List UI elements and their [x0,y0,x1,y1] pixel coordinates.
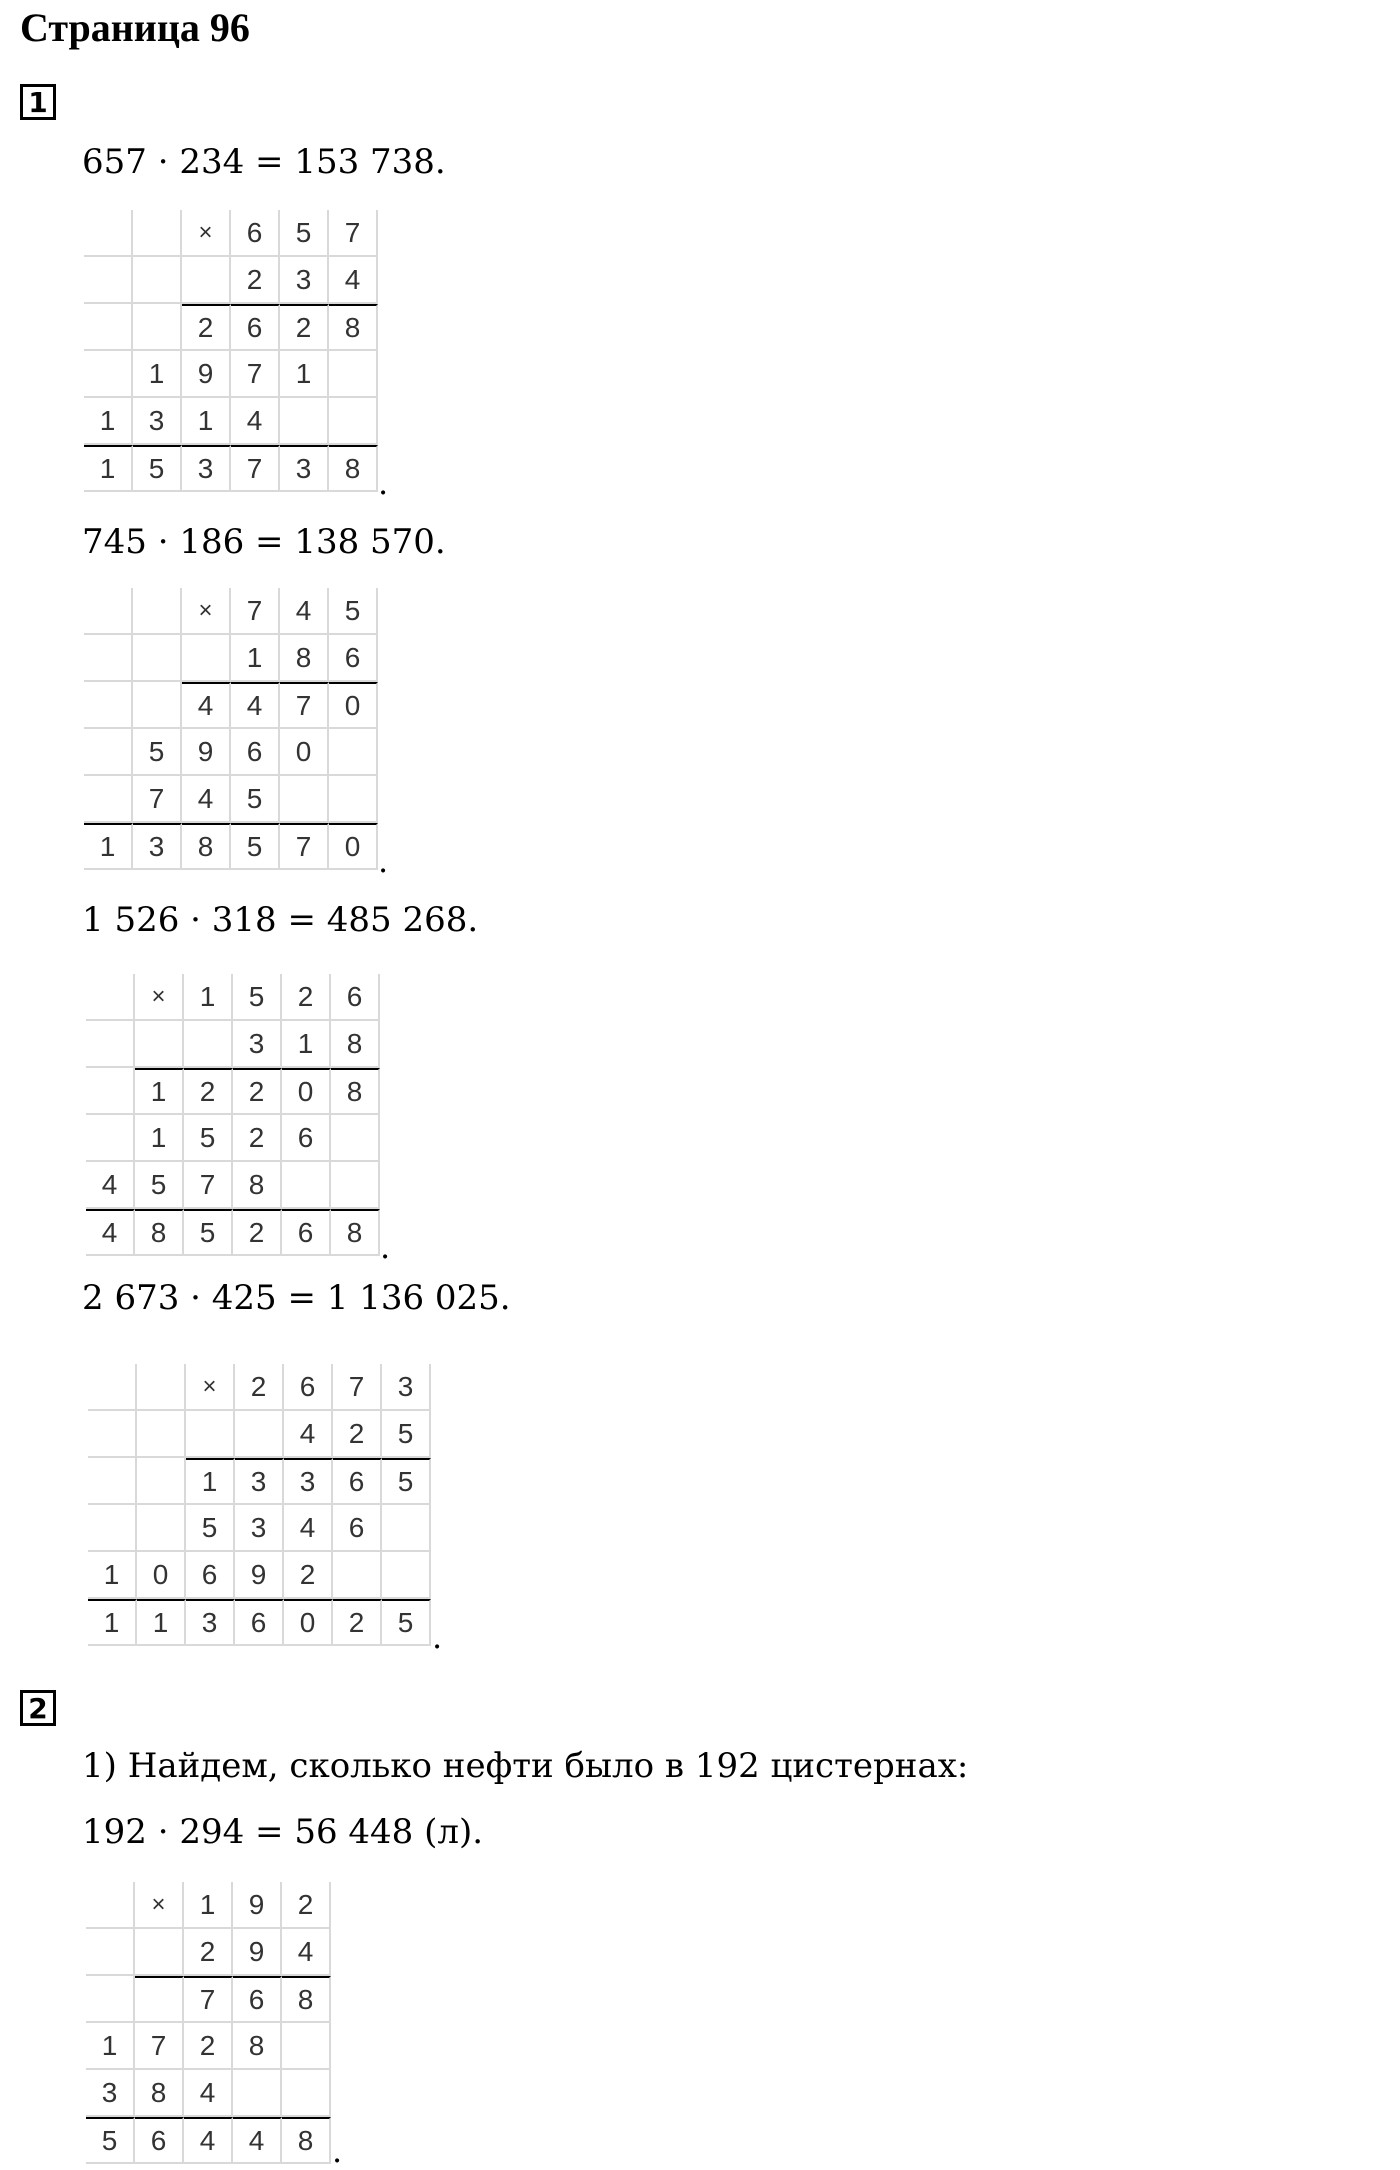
grid-digit [86,974,135,1021]
grid-digit: 2 [233,1068,282,1115]
grid-digit: 4 [184,2070,233,2117]
grid-digit: 2 [184,1929,233,1976]
grid-digit: 0 [282,1068,331,1115]
grid-digit: 8 [280,635,329,682]
grid-digit [382,1552,431,1599]
grid-digit: 8 [282,1976,331,2023]
grid-digit: 2 [231,257,280,304]
multiply-sign: × [186,1364,235,1411]
grid-digit: 4 [284,1505,333,1552]
grid-digit: 1 [88,1552,137,1599]
grid-digit: 8 [282,2117,331,2164]
grid-digit [280,398,329,445]
grid-digit: 2 [333,1411,382,1458]
multiplication-grid-5 [86,1882,331,2164]
grid-digit: 7 [135,2023,184,2070]
grid-digit: 7 [184,1162,233,1209]
equation-2: 745 · 186 = 138 570. [82,522,446,562]
grid-digit [329,398,378,445]
grid-digit: 6 [329,635,378,682]
grid-digit: 4 [233,2117,282,2164]
grid-digit: 6 [284,1364,333,1411]
grid-digit: 8 [331,1021,380,1068]
grid-digit: 8 [329,304,378,351]
grid-digit: 1 [137,1599,186,1646]
multiplication-grid-4 [88,1364,431,1646]
grid-digit: 0 [329,823,378,870]
grid-digit [88,1458,137,1505]
grid-digit [133,210,182,257]
grid-digit: 2 [284,1552,333,1599]
grid-digit: 5 [231,823,280,870]
grid-digit: 3 [280,445,329,492]
grid-digit: 4 [86,1209,135,1256]
grid-digit: 5 [133,729,182,776]
grid-digit: 1 [84,398,133,445]
grid-digit [235,1411,284,1458]
grid-digit: 0 [329,682,378,729]
grid-digit: 4 [231,682,280,729]
grid-digit [84,351,133,398]
grid-digit [84,588,133,635]
grid-digit: 4 [182,776,231,823]
grid-digit: 7 [333,1364,382,1411]
equation-1: 657 · 234 = 153 738. [82,142,446,182]
grid-digit: 4 [184,2117,233,2164]
grid-digit [333,1552,382,1599]
grid-digit: 9 [182,729,231,776]
grid-digit: 1 [280,351,329,398]
grid-digit: 4 [280,588,329,635]
multiplication-grid-2 [84,588,378,870]
grid-digit [329,729,378,776]
grid-digit [86,1068,135,1115]
grid-digit: 9 [233,1882,282,1929]
grid-digit: 3 [235,1458,284,1505]
grid-digit: 2 [233,1115,282,1162]
grid-digit: 9 [235,1552,284,1599]
grid-digit: 8 [182,823,231,870]
grid-digit: 3 [235,1505,284,1552]
grid-digit: 1 [86,2023,135,2070]
grid-digit [84,304,133,351]
grid-digit: 1 [88,1599,137,1646]
grid-digit: 3 [133,823,182,870]
grid-digit [133,682,182,729]
grid-digit: 7 [329,210,378,257]
grid-digit: 8 [135,1209,184,1256]
multiply-sign: × [182,210,231,257]
grid-digit: 2 [182,304,231,351]
multiply-sign: × [135,1882,184,1929]
grid-digit [86,1115,135,1162]
task-number-1: 1 [20,84,56,120]
grid-digit: 7 [231,445,280,492]
grid-digit [382,1505,431,1552]
equation-3: 1 526 · 318 = 485 268. [82,900,479,940]
grid-digit: 5 [133,445,182,492]
period-mark: . [378,464,389,502]
grid-digit [137,1505,186,1552]
grid-digit: 3 [280,257,329,304]
grid-digit [182,635,231,682]
grid-digit: 6 [231,304,280,351]
page-title: Страница 96 [20,5,250,50]
grid-digit [86,1976,135,2023]
grid-digit [282,2070,331,2117]
grid-digit: 6 [333,1505,382,1552]
grid-digit: 2 [333,1599,382,1646]
grid-digit: 7 [231,588,280,635]
period-mark: . [432,1618,443,1656]
grid-digit: 3 [233,1021,282,1068]
grid-digit: 6 [331,974,380,1021]
grid-digit: 5 [233,974,282,1021]
grid-digit: 6 [135,2117,184,2164]
period-mark: . [378,842,389,880]
grid-digit: 4 [231,398,280,445]
grid-digit: 1 [84,445,133,492]
grid-digit: 8 [331,1209,380,1256]
grid-digit: 1 [133,351,182,398]
grid-digit [135,1021,184,1068]
grid-digit [88,1364,137,1411]
grid-digit [137,1458,186,1505]
grid-digit: 6 [186,1552,235,1599]
grid-digit: 0 [280,729,329,776]
grid-digit: 5 [231,776,280,823]
grid-digit [282,2023,331,2070]
grid-digit: 3 [284,1458,333,1505]
grid-digit: 2 [233,1209,282,1256]
grid-digit: 3 [186,1599,235,1646]
grid-digit: 1 [135,1115,184,1162]
grid-digit: 1 [84,823,133,870]
grid-digit [137,1411,186,1458]
grid-digit: 1 [182,398,231,445]
grid-digit: 2 [280,304,329,351]
grid-digit: 5 [382,1411,431,1458]
grid-digit [133,588,182,635]
task-number-2: 2 [20,1690,56,1726]
grid-digit [84,776,133,823]
grid-digit [86,1021,135,1068]
grid-digit: 6 [231,729,280,776]
grid-digit: 3 [182,445,231,492]
grid-digit: 7 [184,1976,233,2023]
grid-digit: 5 [186,1505,235,1552]
grid-digit [184,1021,233,1068]
grid-digit: 1 [184,1882,233,1929]
grid-digit [133,635,182,682]
grid-digit [329,776,378,823]
grid-digit: 3 [382,1364,431,1411]
grid-digit: 4 [329,257,378,304]
grid-digit: 0 [137,1552,186,1599]
grid-digit [331,1162,380,1209]
grid-digit: 1 [231,635,280,682]
grid-digit: 7 [231,351,280,398]
grid-digit: 1 [282,1021,331,1068]
grid-digit [84,729,133,776]
period-mark: . [332,2132,343,2170]
grid-digit: 2 [282,974,331,1021]
grid-digit: 5 [135,1162,184,1209]
grid-digit: 7 [280,682,329,729]
task-2-intro: 1) Найдем, сколько нефти было в 192 цистернах: [82,1746,969,1786]
grid-digit: 8 [135,2070,184,2117]
grid-digit: 6 [282,1115,331,1162]
grid-digit: 6 [282,1209,331,1256]
grid-digit [282,1162,331,1209]
grid-digit [135,1929,184,1976]
grid-digit [133,304,182,351]
grid-digit [84,210,133,257]
grid-digit: 9 [182,351,231,398]
grid-digit: 8 [329,445,378,492]
grid-digit: 1 [186,1458,235,1505]
grid-digit: 4 [86,1162,135,1209]
grid-digit: 2 [235,1364,284,1411]
grid-digit [88,1411,137,1458]
grid-digit [137,1364,186,1411]
grid-digit [182,257,231,304]
grid-digit [280,776,329,823]
grid-digit: 3 [133,398,182,445]
multiply-sign: × [182,588,231,635]
grid-digit: 0 [284,1599,333,1646]
grid-digit: 7 [133,776,182,823]
grid-digit [86,1882,135,1929]
grid-digit: 1 [135,1068,184,1115]
grid-digit: 6 [231,210,280,257]
grid-digit [133,257,182,304]
grid-digit: 8 [233,2023,282,2070]
grid-digit: 5 [280,210,329,257]
equation-5: 192 · 294 = 56 448 (л). [82,1812,484,1852]
grid-digit: 5 [184,1209,233,1256]
grid-digit [84,257,133,304]
grid-digit: 4 [282,1929,331,1976]
grid-digit [88,1505,137,1552]
grid-digit: 8 [331,1068,380,1115]
multiplication-grid-3 [86,974,380,1256]
grid-digit: 5 [382,1599,431,1646]
grid-digit: 4 [284,1411,333,1458]
grid-digit [84,635,133,682]
multiply-sign: × [135,974,184,1021]
grid-digit: 5 [184,1115,233,1162]
grid-digit: 6 [333,1458,382,1505]
grid-digit [329,351,378,398]
grid-digit: 8 [233,1162,282,1209]
multiplication-grid-1 [84,210,378,492]
grid-digit: 2 [282,1882,331,1929]
grid-digit: 5 [86,2117,135,2164]
equation-4: 2 673 · 425 = 1 136 025. [82,1278,511,1318]
grid-digit [331,1115,380,1162]
grid-digit: 9 [233,1929,282,1976]
grid-digit: 6 [233,1976,282,2023]
grid-digit: 5 [382,1458,431,1505]
grid-digit: 7 [280,823,329,870]
grid-digit [84,682,133,729]
grid-digit: 6 [235,1599,284,1646]
grid-digit: 5 [329,588,378,635]
grid-digit [86,1929,135,1976]
period-mark: . [380,1228,391,1266]
grid-digit: 4 [182,682,231,729]
grid-digit: 2 [184,2023,233,2070]
grid-digit: 3 [86,2070,135,2117]
grid-digit: 1 [184,974,233,1021]
grid-digit [135,1976,184,2023]
grid-digit [233,2070,282,2117]
grid-digit: 2 [184,1068,233,1115]
grid-digit [186,1411,235,1458]
